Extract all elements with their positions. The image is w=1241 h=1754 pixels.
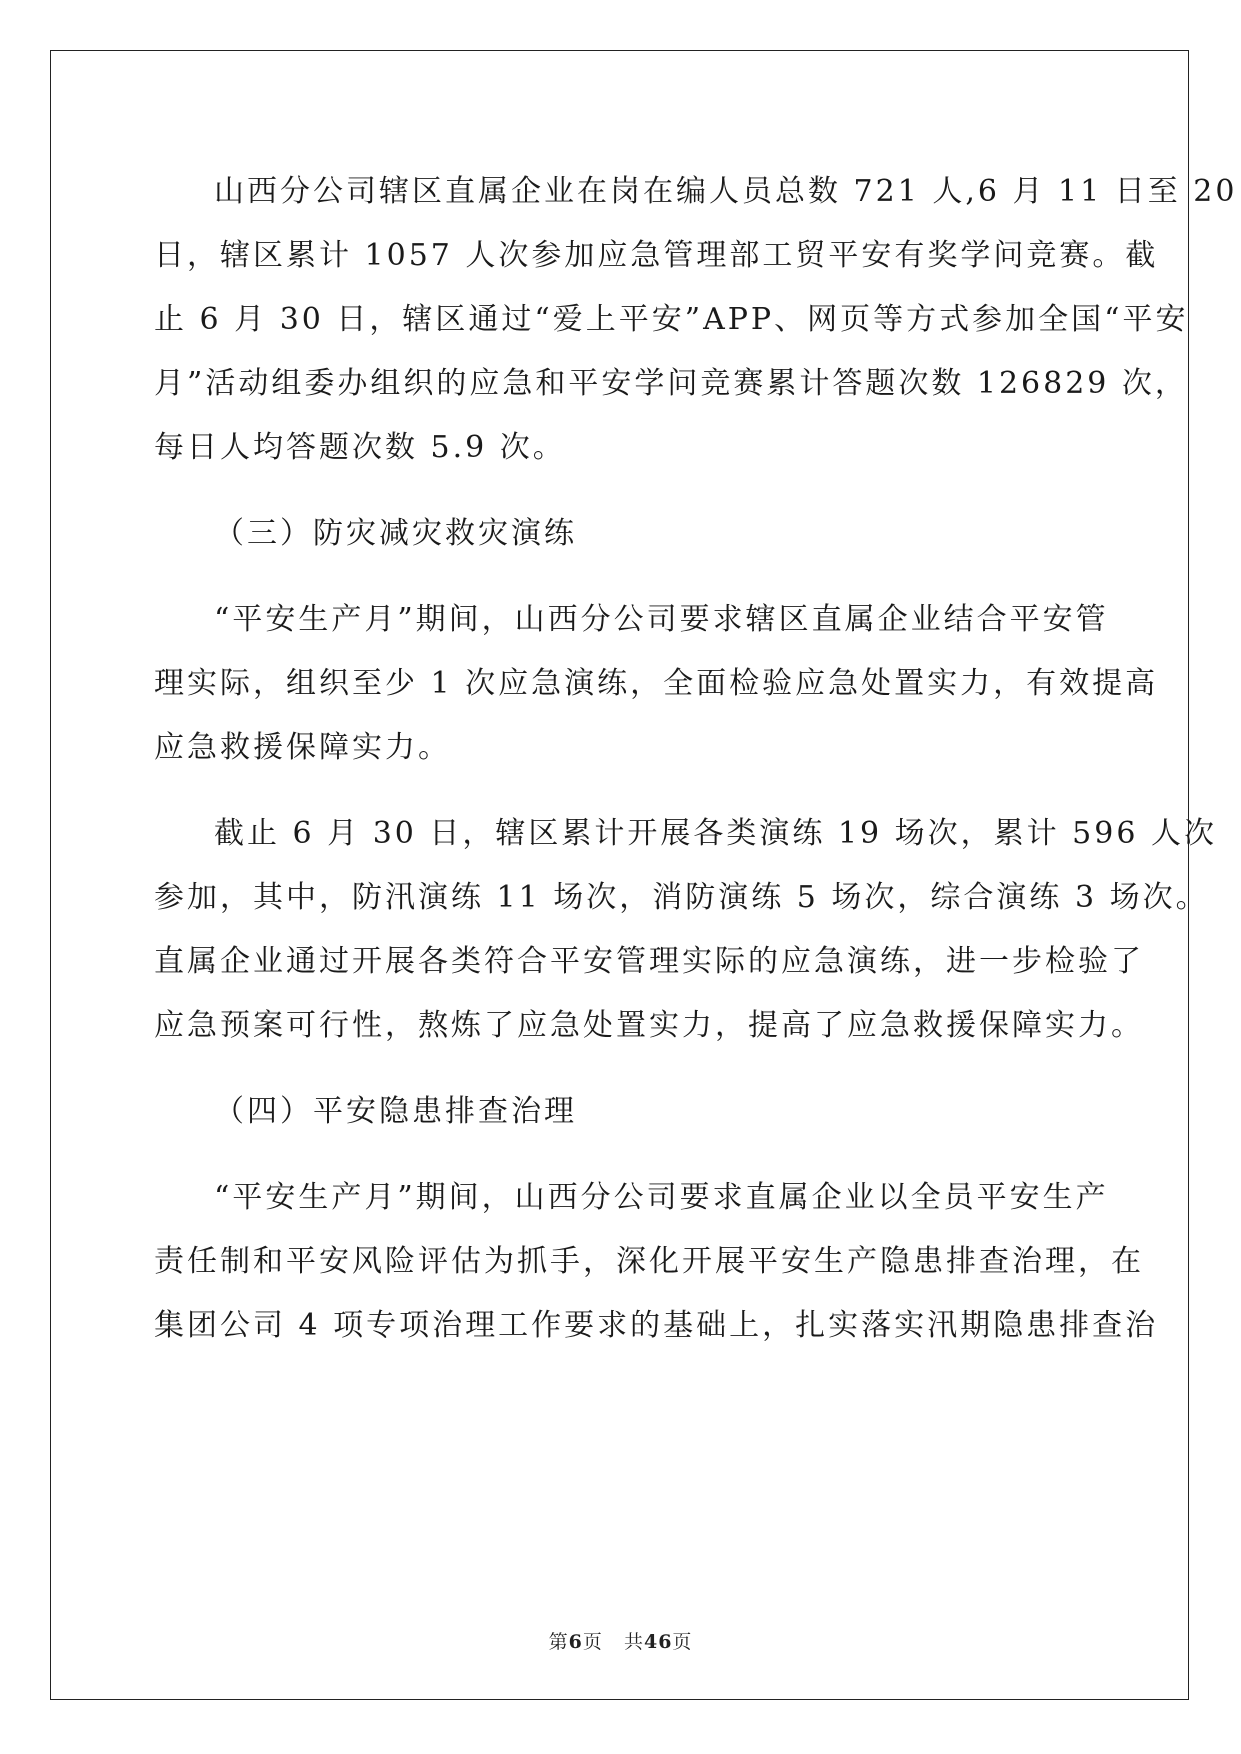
document-body [154, 160, 1238, 1358]
footer-page-number: 6 [568, 1631, 583, 1653]
paragraph-line: 山西分公司辖区直属企业在岗在编人员总数 721 人,6 月 11 日至 20 [214, 174, 1238, 209]
paragraph-line: “平安生产月”期间，山西分公司要求辖区直属企业结合平安管 [214, 602, 1109, 637]
paragraph-1 [154, 160, 1238, 480]
footer-total-pages: 46 [643, 1631, 673, 1653]
footer-total-prefix: 共 [623, 1631, 644, 1653]
page-footer [0, 1627, 1241, 1654]
paragraph-line: “平安生产月”期间，山西分公司要求直属企业以全员平安生产 [214, 1180, 1109, 1215]
paragraph-line: 应急预案可行性，熬炼了应急处置实力，提高了应急救援保障实力。 [154, 1008, 1144, 1043]
footer-page-suffix: 页 [582, 1631, 603, 1653]
paragraph-line: 理实际，组织至少 1 次应急演练，全面检验应急处置实力，有效提高 [154, 666, 1159, 701]
paragraph-2 [154, 588, 1159, 780]
footer-total-suffix: 页 [672, 1631, 693, 1653]
paragraph-line: 月”活动组委办组织的应急和平安学问竞赛累计答题次数 126829 次， [154, 366, 1188, 401]
paragraph-line: 截止 6 月 30 日，辖区累计开展各类演练 19 场次，累计 596 人次 [214, 816, 1217, 851]
paragraph-line: 止 6 月 30 日，辖区通过“爱上平安”APP、网页等方式参加全国“平安 [154, 302, 1189, 337]
paragraph-line: 直属企业通过开展各类符合平安管理实际的应急演练，进一步检验了 [154, 944, 1144, 979]
paragraph-3 [154, 802, 1217, 1058]
paragraph-line: 集团公司 4 项专项治理工作要求的基础上，扎实落实汛期隐患排查治 [154, 1308, 1159, 1343]
paragraph-line: 每日人均答题次数 5.9 次。 [154, 430, 566, 465]
paragraph-line: 应急救援保障实力。 [154, 730, 451, 765]
section-heading-3: （三）防灾减灾救灾演练 [214, 516, 577, 551]
paragraph-line: 责任制和平安风险评估为抓手，深化开展平安生产隐患排查治理，在 [154, 1244, 1144, 1279]
paragraph-4 [154, 1166, 1159, 1358]
section-heading-4: （四）平安隐患排查治理 [214, 1094, 577, 1129]
paragraph-line: 日，辖区累计 1057 人次参加应急管理部工贸平安有奖学问竞赛。截 [154, 238, 1159, 273]
paragraph-line: 参加，其中，防汛演练 11 场次，消防演练 5 场次，综合演练 3 场次。 [154, 880, 1209, 915]
footer-page-prefix: 第 [548, 1631, 569, 1653]
